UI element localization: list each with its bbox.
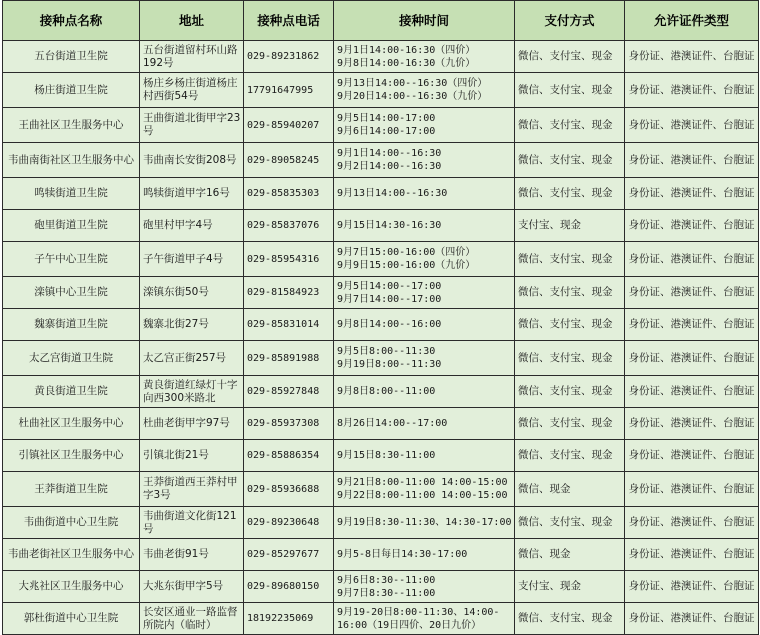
- id-types-cell: 身份证、港澳证件、台胞证: [625, 472, 759, 507]
- phone-cell: 029-85886354: [244, 440, 334, 472]
- address-line: 号: [143, 522, 154, 535]
- schedule-cell: [334, 507, 515, 539]
- table-row: [3, 178, 759, 210]
- address-line: 村西街54号: [143, 90, 199, 102]
- schedule-line: 9月1日14:00--16:30: [337, 148, 442, 159]
- phone-cell: 029-85831014: [244, 309, 334, 341]
- schedule-line: 9月13日14:00--16:30: [337, 188, 448, 199]
- site-name-cell: 滦镇中心卫生院: [3, 277, 140, 309]
- site-name-cell: 砲里街道卫生院: [3, 210, 140, 242]
- site-name-cell: 鸣犊街道卫生院: [3, 178, 140, 210]
- table-row: [3, 571, 759, 603]
- payment-cell: 微信、支付宝、现金: [515, 440, 625, 472]
- address-line: 大兆东街甲字5号: [143, 580, 224, 592]
- id-types-cell: 身份证、港澳证件、台胞证: [625, 73, 759, 108]
- table-row: [3, 408, 759, 440]
- address-cell: [140, 143, 244, 178]
- schedule-line: 9月19日8:00--11:30: [337, 359, 442, 370]
- site-name-cell: 杜曲社区卫生服务中心: [3, 408, 140, 440]
- address-line: 王曲街道北街甲字23: [143, 112, 241, 124]
- site-name-cell: 韦曲街道中心卫生院: [3, 507, 140, 539]
- table-row: [3, 210, 759, 242]
- address-line: 杜曲老街甲字97号: [143, 417, 230, 429]
- schedule-line: 9月5-8日每日14:30-17:00: [337, 549, 468, 560]
- payment-cell: 微信、支付宝、现金: [515, 507, 625, 539]
- site-name-cell: 杨庄街道卫生院: [3, 73, 140, 108]
- payment-cell: 微信、支付宝、现金: [515, 41, 625, 73]
- site-name-cell: 五台街道卫生院: [3, 41, 140, 73]
- table-row: [3, 376, 759, 408]
- payment-cell: 微信、支付宝、现金: [515, 108, 625, 143]
- site-name-cell: 引镇社区卫生服务中心: [3, 440, 140, 472]
- payment-cell: 微信、支付宝、现金: [515, 309, 625, 341]
- table-row: [3, 143, 759, 178]
- phone-cell: 029-89680150: [244, 571, 334, 603]
- address-cell: [140, 73, 244, 108]
- schedule-cell: [334, 440, 515, 472]
- site-name-cell: 魏寨街道卫生院: [3, 309, 140, 341]
- address-line: 滦镇东街50号: [143, 286, 209, 298]
- address-line: 五台街道留村环山路: [143, 43, 238, 56]
- address-cell: [140, 603, 244, 635]
- site-name-cell: 子午中心卫生院: [3, 242, 140, 277]
- schedule-line: 9月7日14:00--17:00: [337, 293, 442, 305]
- schedule-cell: [334, 603, 515, 635]
- header-id-types: 允许证件类型: [625, 1, 759, 41]
- site-name-cell: 黄良街道卫生院: [3, 376, 140, 408]
- schedule-line: 9月9日15:00-16:00（九价）: [337, 260, 476, 271]
- schedule-line: 9月15日8:30-11:00: [337, 450, 436, 461]
- address-cell: [140, 108, 244, 143]
- address-cell: [140, 376, 244, 408]
- payment-cell: 微信、支付宝、现金: [515, 73, 625, 108]
- address-line: 砲里村甲字4号: [143, 219, 213, 231]
- address-line: 向西300米路北: [143, 391, 216, 404]
- schedule-cell: [334, 376, 515, 408]
- schedule-cell: [334, 341, 515, 376]
- id-types-cell: 身份证、港澳证件、台胞证: [625, 178, 759, 210]
- address-cell: [140, 277, 244, 309]
- table-row: [3, 539, 759, 571]
- schedule-cell: [334, 178, 515, 210]
- schedule-line: 9月5日14:00-17:00: [337, 113, 436, 124]
- phone-cell: 029-89058245: [244, 143, 334, 178]
- payment-cell: 微信、支付宝、现金: [515, 277, 625, 309]
- schedule-cell: [334, 41, 515, 73]
- phone-cell: 029-89231862: [244, 41, 334, 73]
- id-types-cell: 身份证、港澳证件、台胞证: [625, 603, 759, 635]
- address-cell: [140, 440, 244, 472]
- address-cell: [140, 41, 244, 73]
- phone-cell: 029-89230648: [244, 507, 334, 539]
- payment-cell: 微信、支付宝、现金: [515, 242, 625, 277]
- header-phone: 接种点电话: [244, 1, 334, 41]
- schedule-cell: [334, 143, 515, 178]
- schedule-cell: [334, 309, 515, 341]
- id-types-cell: 身份证、港澳证件、台胞证: [625, 376, 759, 408]
- payment-cell: 微信、支付宝、现金: [515, 376, 625, 408]
- schedule-line: 9月6日8:30--11:00: [337, 574, 436, 586]
- address-line: 王莽街道西王莽村甲: [143, 476, 238, 488]
- schedule-line: 9月6日14:00-17:00: [337, 126, 436, 137]
- table-row: [3, 603, 759, 635]
- schedule-cell: [334, 210, 515, 242]
- table-row: [3, 108, 759, 143]
- phone-cell: 029-85891988: [244, 341, 334, 376]
- id-types-cell: 身份证、港澳证件、台胞证: [625, 277, 759, 309]
- table-row: [3, 73, 759, 108]
- schedule-line: 9月5日14:00--17:00: [337, 280, 442, 292]
- payment-cell: 微信、支付宝、现金: [515, 408, 625, 440]
- id-types-cell: 身份证、港澳证件、台胞证: [625, 143, 759, 178]
- phone-cell: 029-85954316: [244, 242, 334, 277]
- address-line: 所院内（临时）: [143, 618, 217, 631]
- address-cell: [140, 341, 244, 376]
- table-row: [3, 440, 759, 472]
- schedule-line: 9月7日15:00-16:00（四价）: [337, 247, 476, 258]
- address-line: 太乙宫正街257号: [143, 351, 227, 364]
- address-line: 杨庄乡杨庄街道杨庄: [143, 77, 238, 89]
- payment-cell: 微信、现金: [515, 472, 625, 507]
- table-row: [3, 507, 759, 539]
- schedule-cell: [334, 277, 515, 309]
- address-line: 魏寨北街27号: [143, 318, 209, 330]
- address-line: 长安区通业一路监督: [143, 605, 238, 618]
- id-types-cell: 身份证、港澳证件、台胞证: [625, 309, 759, 341]
- schedule-line: 9月15日14:30-16:30: [337, 220, 442, 231]
- site-name-cell: 王莽街道卫生院: [3, 472, 140, 507]
- address-line: 引镇北街21号: [143, 449, 209, 461]
- schedule-line: 9月2日14:00--16:30: [337, 161, 442, 172]
- schedule-line: 16:00（19日四价、20日九价）: [337, 619, 482, 631]
- site-name-cell: 王曲社区卫生服务中心: [3, 108, 140, 143]
- schedule-cell: [334, 571, 515, 603]
- phone-cell: 17791647995: [244, 73, 334, 108]
- address-cell: [140, 507, 244, 539]
- schedule-line: 9月8日14:00--16:00: [337, 319, 442, 330]
- schedule-line: 9月19日8:30-11:30、14:30-17:00: [337, 517, 512, 528]
- site-name-cell: 韦曲老街社区卫生服务中心: [3, 539, 140, 571]
- schedule-line: 9月7日8:30--11:00: [337, 587, 436, 599]
- phone-cell: 029-85837076: [244, 210, 334, 242]
- table-row: [3, 277, 759, 309]
- address-line: 韦曲南长安街208号: [143, 153, 237, 166]
- address-line: 鸣犊街道甲字16号: [143, 187, 230, 199]
- id-types-cell: 身份证、港澳证件、台胞证: [625, 440, 759, 472]
- address-cell: [140, 472, 244, 507]
- table-row: [3, 41, 759, 73]
- payment-cell: 支付宝、现金: [515, 571, 625, 603]
- table-body: [3, 41, 759, 635]
- id-types-cell: 身份证、港澳证件、台胞证: [625, 341, 759, 376]
- address-line: 韦曲街道文化街121: [143, 509, 237, 522]
- header-address: 地址: [140, 1, 244, 41]
- phone-cell: 029-85297677: [244, 539, 334, 571]
- table-row: [3, 242, 759, 277]
- phone-cell: 18192235069: [244, 603, 334, 635]
- payment-cell: 微信、支付宝、现金: [515, 603, 625, 635]
- address-line: 192号: [143, 56, 174, 69]
- schedule-line: 9月21日8:00-11:00 14:00-15:00: [337, 477, 508, 488]
- payment-cell: 微信、支付宝、现金: [515, 178, 625, 210]
- vaccination-sites-table: [2, 0, 759, 635]
- table-row: [3, 341, 759, 376]
- address-line: 子午街道甲子4号: [143, 252, 224, 265]
- schedule-line: 9月22日8:00-11:00 14:00-15:00: [337, 490, 508, 501]
- schedule-line: 9月13日14:00--16:30（四价）: [337, 78, 488, 89]
- site-name-cell: 韦曲南街社区卫生服务中心: [3, 143, 140, 178]
- address-cell: [140, 539, 244, 571]
- header-payment: 支付方式: [515, 1, 625, 41]
- address-cell: [140, 178, 244, 210]
- schedule-cell: [334, 242, 515, 277]
- schedule-cell: [334, 472, 515, 507]
- payment-cell: 微信、现金: [515, 539, 625, 571]
- schedule-line: 8月26日14:00--17:00: [337, 418, 448, 429]
- phone-cell: 029-85936688: [244, 472, 334, 507]
- id-types-cell: 身份证、港澳证件、台胞证: [625, 408, 759, 440]
- site-name-cell: 郭杜街道中心卫生院: [3, 603, 140, 635]
- schedule-cell: [334, 108, 515, 143]
- id-types-cell: 身份证、港澳证件、台胞证: [625, 507, 759, 539]
- phone-cell: 029-85940207: [244, 108, 334, 143]
- id-types-cell: 身份证、港澳证件、台胞证: [625, 539, 759, 571]
- address-cell: [140, 571, 244, 603]
- schedule-cell: [334, 73, 515, 108]
- phone-cell: 029-81584923: [244, 277, 334, 309]
- address-line: 韦曲老街91号: [143, 548, 209, 560]
- id-types-cell: 身份证、港澳证件、台胞证: [625, 210, 759, 242]
- address-line: 字3号: [143, 489, 171, 501]
- id-types-cell: 身份证、港澳证件、台胞证: [625, 571, 759, 603]
- schedule-line: 9月20日14:00--16:30（九价）: [337, 91, 488, 102]
- address-line: 黄良街道红绿灯十字: [143, 378, 238, 391]
- address-cell: [140, 210, 244, 242]
- schedule-cell: [334, 408, 515, 440]
- header-schedule: 接种时间: [334, 1, 515, 41]
- schedule-line: 9月19-20日8:00-11:30、14:00-: [337, 606, 500, 618]
- phone-cell: 029-85927848: [244, 376, 334, 408]
- header-site-name: 接种点名称: [3, 1, 140, 41]
- address-cell: [140, 242, 244, 277]
- schedule-line: 9月1日14:00-16:30（四价）: [337, 44, 476, 56]
- header-row: [3, 1, 759, 41]
- id-types-cell: 身份证、港澳证件、台胞证: [625, 108, 759, 143]
- schedule-line: 9月5日8:00--11:30: [337, 346, 436, 357]
- address-cell: [140, 408, 244, 440]
- site-name-cell: 大兆社区卫生服务中心: [3, 571, 140, 603]
- id-types-cell: 身份证、港澳证件、台胞证: [625, 41, 759, 73]
- payment-cell: 微信、支付宝、现金: [515, 341, 625, 376]
- payment-cell: 支付宝、现金: [515, 210, 625, 242]
- schedule-cell: [334, 539, 515, 571]
- vaccination-sites-sheet: [2, 0, 758, 631]
- phone-cell: 029-85835303: [244, 178, 334, 210]
- phone-cell: 029-85937308: [244, 408, 334, 440]
- id-types-cell: 身份证、港澳证件、台胞证: [625, 242, 759, 277]
- schedule-line: 9月8日14:00-16:30（九价）: [337, 57, 476, 69]
- address-line: 号: [143, 125, 154, 137]
- schedule-line: 9月8日8:00--11:00: [337, 386, 436, 397]
- table-row: [3, 309, 759, 341]
- table-row: [3, 472, 759, 507]
- payment-cell: 微信、支付宝、现金: [515, 143, 625, 178]
- address-cell: [140, 309, 244, 341]
- site-name-cell: 太乙宫街道卫生院: [3, 341, 140, 376]
